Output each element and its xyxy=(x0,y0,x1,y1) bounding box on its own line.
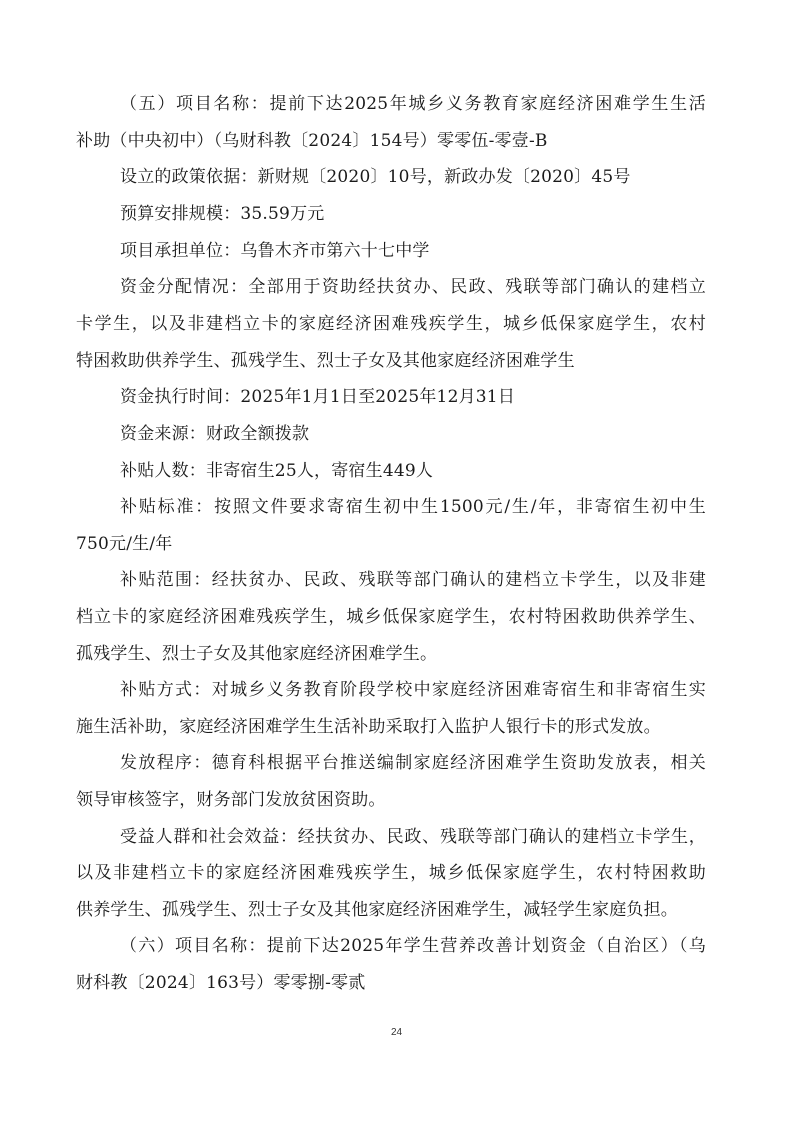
subsidy-method-line-1: 补贴方式：对城乡义务教育阶段学校中家庭经济困难寄宿生和非寄宿生实 xyxy=(120,680,706,700)
subsidy-standard-line-1: 补贴标准：按照文件要求寄宿生初中生1500元/生/年，非寄宿生初中生 xyxy=(120,497,706,517)
policy-basis: 设立的政策依据：新财规〔2020〕10号，新政办发〔2020〕45号 xyxy=(120,167,631,187)
subsidy-standard-line-2: 750元/生/年 xyxy=(76,534,173,554)
project-5-title-line-2: 补助（中央初中）（乌财科教〔2024〕154号）零零伍-零壹-B xyxy=(76,131,548,151)
subsidy-count: 补贴人数：非寄宿生25人，寄宿生449人 xyxy=(120,461,434,481)
subsidy-scope-line-3: 孤残学生、烈士子女及其他家庭经济困难学生。 xyxy=(76,644,438,664)
undertaking-unit: 项目承担单位：乌鲁木齐市第六十七中学 xyxy=(120,241,430,261)
budget-scale: 预算安排规模：35.59万元 xyxy=(120,204,325,224)
beneficiaries-line-3: 供养学生、孤残学生、烈士子女及其他家庭经济困难学生，减轻学生家庭负担。 xyxy=(76,900,678,920)
distribution-procedure-line-1: 发放程序：德育科根据平台推送编制家庭经济困难学生资助发放表，相关 xyxy=(120,753,706,773)
fund-allocation-line-1: 资金分配情况：全部用于资助经扶贫办、民政、残联等部门确认的建档立 xyxy=(120,277,706,297)
page-number: 24 xyxy=(390,1027,403,1038)
distribution-procedure-line-2: 领导审核签字，财务部门发放贫困资助。 xyxy=(76,790,386,810)
project-6-title-line-1: （六）项目名称：提前下达2025年学生营养改善计划资金（自治区）（乌 xyxy=(120,936,706,956)
execution-period: 资金执行时间：2025年1月1日至2025年12月31日 xyxy=(120,387,516,407)
subsidy-scope-line-2: 档立卡的家庭经济困难残疾学生，城乡低保家庭学生，农村特困救助供养学生、 xyxy=(76,607,706,627)
fund-source: 资金来源：财政全额拨款 xyxy=(120,424,310,444)
project-6-title-line-2: 财科教〔2024〕163号）零零捌-零贰 xyxy=(76,973,366,993)
beneficiaries-line-1: 受益人群和社会效益：经扶贫办、民政、残联等部门确认的建档立卡学生， xyxy=(120,827,706,847)
subsidy-scope-line-1: 补贴范围：经扶贫办、民政、残联等部门确认的建档立卡学生，以及非建 xyxy=(120,570,706,590)
fund-allocation-line-3: 特困救助供养学生、孤残学生、烈士子女及其他家庭经济困难学生 xyxy=(76,351,575,371)
fund-allocation-line-2: 卡学生，以及非建档立卡的家庭经济困难残疾学生，城乡低保家庭学生，农村 xyxy=(76,314,706,334)
subsidy-method-line-2: 施生活补助，家庭经济困难学生生活补助采取打入监护人银行卡的形式发放。 xyxy=(76,717,661,737)
project-5-title-line-1: （五）项目名称：提前下达2025年城乡义务教育家庭经济困难学生生活 xyxy=(120,94,706,114)
beneficiaries-line-2: 以及非建档立卡的家庭经济困难残疾学生，城乡低保家庭学生，农村特困救助 xyxy=(76,863,706,883)
